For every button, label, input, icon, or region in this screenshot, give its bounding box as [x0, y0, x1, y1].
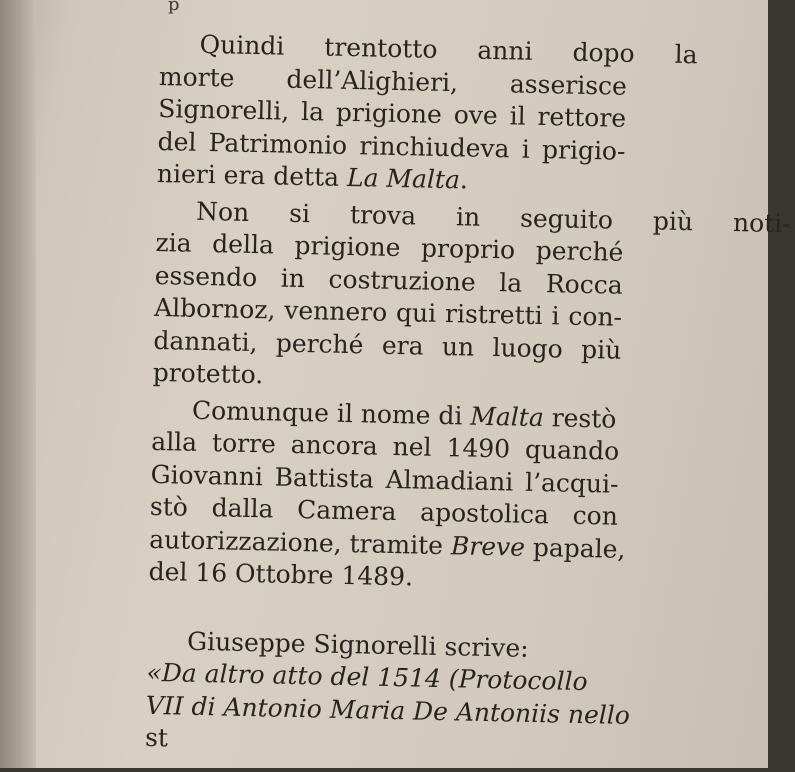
text-line: protetto.	[152, 357, 264, 390]
word: dannati,	[153, 325, 258, 357]
paragraph-3	[148, 393, 626, 598]
word: perché	[535, 235, 624, 267]
word: Almadiani	[385, 464, 514, 496]
word: dalla	[211, 493, 274, 524]
word: torre	[211, 428, 277, 459]
word: luogo	[492, 332, 564, 364]
word: un	[441, 331, 475, 362]
word: apostolica	[419, 497, 550, 530]
paragraph-2	[152, 194, 791, 399]
word: dell’Alighieri,	[286, 64, 459, 97]
word: zia	[155, 227, 192, 258]
word: rettore	[537, 101, 627, 133]
word: era	[381, 330, 424, 361]
quote-line-text: VII di Antonio Maria De Antoniis nello	[145, 690, 631, 730]
quote-line-text: «Da altro atto del 1514 (Protocollo	[146, 657, 588, 697]
word: perché	[275, 327, 364, 359]
word: la	[499, 267, 523, 298]
word: del	[157, 126, 197, 157]
word: più	[580, 334, 622, 365]
word: Signorelli,	[158, 93, 290, 126]
word: in	[280, 263, 306, 293]
paragraph-1	[156, 28, 698, 200]
word: Battista	[274, 462, 375, 494]
word: noti-	[732, 207, 791, 238]
word: si	[288, 198, 311, 228]
word: costruzione	[328, 264, 476, 297]
text-segment: papale,	[524, 532, 626, 564]
text-segment: restò	[543, 402, 617, 434]
word: Quindi	[199, 29, 285, 61]
word: proprio	[420, 233, 516, 265]
text-segment: Comunque il nome di	[191, 395, 471, 431]
word: Patrimonio	[208, 127, 348, 160]
word: vennero	[284, 295, 388, 327]
word: alla	[151, 426, 198, 457]
italic-segment: Malta	[470, 401, 545, 432]
word: la	[674, 39, 698, 70]
word: l’acqui-	[524, 467, 619, 499]
italic-segment: Breve	[450, 530, 526, 562]
word: Non	[195, 196, 250, 227]
word: rinchiudeva	[359, 130, 510, 163]
word: ristretti	[444, 299, 544, 331]
word: nel	[392, 431, 432, 462]
word: asserisce	[509, 68, 628, 101]
word: la	[300, 96, 325, 127]
word: Giovanni	[150, 459, 264, 491]
text-segment: .	[459, 165, 469, 195]
word: 1490	[446, 433, 511, 464]
page-text	[144, 28, 791, 768]
word: Albornoz,	[153, 292, 276, 325]
word: prigione	[335, 97, 443, 129]
word: con-	[568, 301, 623, 332]
text-segment: autorizzazione, tramite	[148, 524, 452, 560]
quote-line-cut: st	[144, 722, 169, 753]
word: Camera	[296, 494, 397, 527]
page-corner-mark: p	[168, 0, 180, 15]
word: più	[652, 205, 694, 236]
word: il	[509, 101, 526, 131]
word: i	[521, 134, 531, 164]
word: seguito	[519, 203, 614, 235]
word: essendo	[154, 260, 258, 292]
word: ancora	[290, 429, 379, 461]
word: qui	[395, 298, 437, 328]
word: prigione	[294, 230, 401, 263]
word: morte	[158, 61, 235, 93]
text-segment: nieri era detta	[156, 158, 348, 192]
word: della	[211, 229, 275, 260]
text-line: del 16 Ottobre 1489.	[148, 556, 414, 592]
word: prigio-	[541, 134, 626, 166]
quote-intro: Giuseppe Signorelli scrive:	[186, 626, 529, 663]
word: trova	[349, 199, 417, 230]
word: trentotto	[324, 32, 438, 64]
word: Rocca	[545, 268, 623, 300]
page-gutter	[0, 0, 36, 768]
word: in	[455, 201, 481, 232]
word: con	[572, 500, 619, 531]
word: ove	[453, 100, 499, 131]
word: stò	[149, 491, 189, 522]
quote-block	[144, 624, 631, 764]
word: quando	[524, 434, 620, 466]
italic-segment: La Malta	[346, 162, 461, 195]
word: dopo	[572, 37, 635, 68]
word: anni	[477, 35, 533, 66]
word: i	[551, 301, 560, 331]
